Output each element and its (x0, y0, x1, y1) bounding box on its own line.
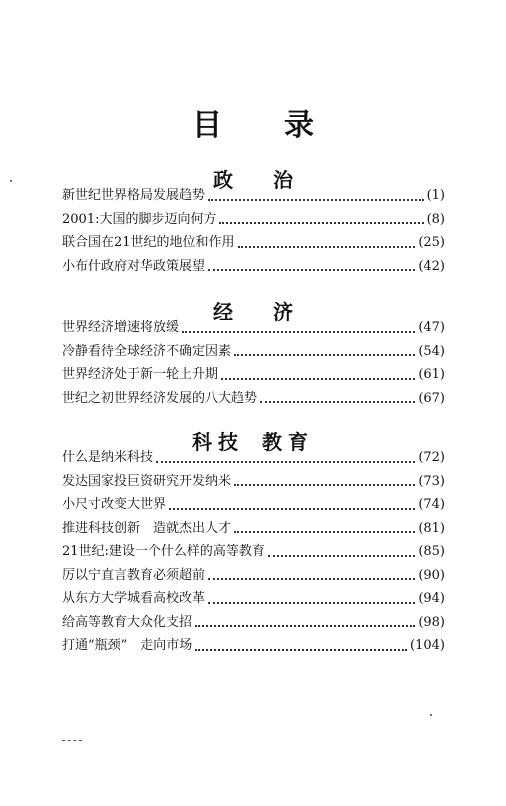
page-title-char-2: 录 (284, 108, 314, 143)
toc-entry-page: (47) (418, 320, 445, 336)
toc-entry-title: 小尺寸改变大世界 (62, 497, 167, 513)
scan-mark (62, 740, 82, 742)
toc-list-economy (62, 316, 445, 410)
toc-entry-page: (8) (426, 211, 445, 227)
section-heading-char: 经 (213, 300, 233, 324)
dot-leader (221, 377, 415, 380)
toc-entry-page: (94) (418, 591, 445, 607)
toc-entry-title: 什么是纳米科技 (62, 450, 154, 466)
page-title (0, 100, 506, 144)
toc-entry[interactable] (62, 564, 445, 588)
toc-entry-page: (73) (418, 473, 445, 489)
toc-entry-title: 冷静看待全球经济不确定因素 (62, 343, 232, 359)
toc-list-politics (62, 184, 445, 278)
toc-entry-page: (81) (418, 520, 445, 536)
dot-leader (195, 624, 415, 627)
toc-entry-title: 给高等教育大众化支招 (62, 614, 193, 630)
toc-entry-page: (90) (418, 567, 445, 583)
toc-entry-page: (25) (418, 235, 445, 251)
toc-entry[interactable] (62, 363, 445, 387)
toc-entry-page: (72) (418, 450, 445, 466)
section-heading-char: 治 (273, 168, 293, 192)
dot-leader (208, 268, 415, 271)
toc-entry[interactable] (62, 634, 445, 658)
dot-leader (195, 648, 407, 651)
toc-entry[interactable] (62, 387, 445, 411)
dot-leader (260, 400, 415, 403)
toc-entry-title: 小布什政府对华政策展望 (62, 258, 206, 274)
toc-entry-title: 世纪之初世界经济发展的八大趋势 (62, 390, 258, 406)
dot-leader (169, 507, 415, 510)
toc-entry[interactable] (62, 446, 445, 470)
toc-entry[interactable] (62, 587, 445, 611)
toc-entry[interactable] (62, 611, 445, 635)
toc-entry-title: 世界经济处于新一轮上升期 (62, 367, 219, 383)
toc-entry-page: (74) (418, 497, 445, 513)
dot-leader (219, 221, 423, 224)
toc-entry-page: (61) (418, 367, 445, 383)
toc-entry[interactable] (62, 493, 445, 517)
toc-entry[interactable] (62, 540, 445, 564)
dot-leader (234, 483, 415, 486)
toc-entry-page: (67) (418, 390, 445, 406)
dot-leader (156, 460, 415, 463)
dot-leader (238, 245, 416, 248)
toc-entry[interactable] (62, 517, 445, 541)
toc-entry-title: 2001:大国的脚步迈向何方 (62, 211, 217, 227)
section-heading-char: 济 (273, 300, 293, 324)
toc-entry[interactable] (62, 208, 445, 232)
toc-entry-page: (1) (426, 188, 445, 204)
scan-speck (10, 180, 12, 182)
section-heading-word: 科技 (192, 430, 244, 454)
dot-leader (208, 198, 424, 201)
toc-entry-title: 推进科技创新 造就杰出人才 (62, 520, 232, 536)
dot-leader (208, 601, 415, 604)
toc-entry-page: (85) (418, 544, 445, 560)
toc-entry[interactable] (62, 470, 445, 494)
toc-entry-page: (42) (418, 258, 445, 274)
toc-entry-page: (98) (418, 614, 445, 630)
section-heading-word: 教育 (262, 430, 314, 454)
section-heading-char: 政 (213, 168, 233, 192)
dot-leader (234, 530, 415, 533)
toc-entry-title: 世界经济增速将放缓 (62, 320, 180, 336)
toc-entry-title: 新世纪世界格局发展趋势 (62, 188, 206, 204)
toc-entry-title: 厉以宁直言教育必须超前 (62, 567, 206, 583)
toc-entry[interactable] (62, 340, 445, 364)
toc-entry-page: (54) (418, 343, 445, 359)
toc-entry-title: 联合国在21世纪的地位和作用 (62, 235, 235, 251)
scan-speck (430, 714, 432, 716)
toc-list-science-education (62, 446, 445, 658)
toc-entry-title: 从东方大学城看高校改革 (62, 591, 206, 607)
dot-leader (268, 554, 415, 557)
toc-entry[interactable] (62, 184, 445, 208)
toc-entry-page: (104) (410, 638, 445, 654)
toc-entry[interactable] (62, 255, 445, 279)
dot-leader (234, 353, 415, 356)
toc-entry[interactable] (62, 231, 445, 255)
dot-leader (182, 330, 415, 333)
toc-entry[interactable] (62, 316, 445, 340)
toc-entry-title: 打通“瓶颈” 走向市场 (62, 638, 193, 654)
toc-entry-title: 21世纪:建设一个什么样的高等教育 (62, 544, 265, 560)
dot-leader (208, 577, 415, 580)
page-title-char-1: 目 (192, 108, 222, 143)
toc-entry-title: 发达国家投巨资研究开发纳米 (62, 473, 232, 489)
